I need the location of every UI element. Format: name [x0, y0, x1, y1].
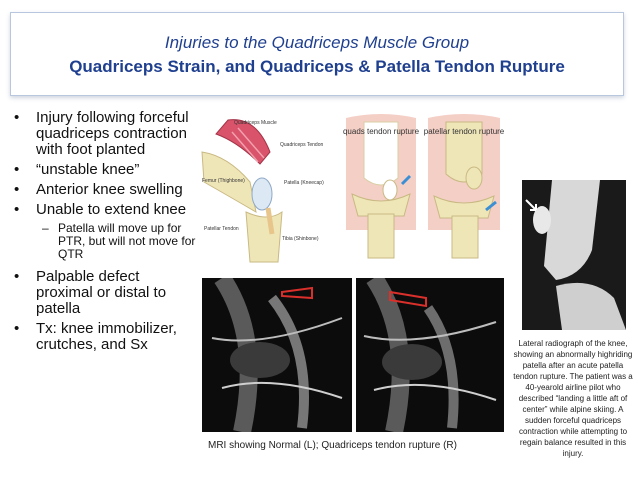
knee-radiograph-image	[522, 180, 626, 330]
sub-bullet-item: – Patella will move up for PTR, but will not move for QTR	[8, 222, 198, 261]
quads-tendon-rupture-illustration	[342, 112, 420, 262]
quads-rupture-label: quads tendon rupture	[342, 127, 420, 136]
patellar-tendon-rupture-illustration	[424, 112, 504, 262]
anatomy-label-patella: Patella (Kneecap)	[284, 180, 324, 186]
slide-title: Injuries to the Quadriceps Muscle Group	[164, 33, 470, 52]
anatomy-label-quad-tendon: Quadriceps Tendon	[280, 142, 324, 148]
anatomy-label-tibia: Tibia (Shinbone)	[282, 236, 319, 242]
mri-rupture-image	[356, 278, 504, 432]
slide-subtitle: Quadriceps Strain, and Quadriceps & Patella Tendon Rupture	[69, 57, 565, 76]
title-box	[10, 12, 624, 96]
bullet-item: • Anterior knee swelling	[8, 182, 198, 198]
radiograph-caption: Lateral radiograph of the knee, showing an abnormally highriding patella after an acute patella tendon rupture. The patient was a 40-yearold airline pilot who described “landing a little aft of center” while alpine skiing. A sudden forceful quadriceps contraction while attempting to regain balance resulted in this injury.	[513, 339, 633, 458]
mri-caption: MRI showing Normal (L); Quadriceps tendon rupture (R)	[208, 440, 457, 451]
bullet-item: • “unstable knee”	[8, 162, 198, 178]
bullet-item: • Unable to extend knee	[8, 202, 198, 218]
bullet-item: • Injury following forceful quadriceps contraction with foot planted	[8, 110, 198, 158]
patellar-rupture-label: patellar tendon rupture	[424, 127, 504, 136]
mri-normal-image	[202, 278, 352, 432]
knee-anatomy-illustration	[198, 112, 340, 264]
anatomy-label-patellar-tendon: Patellar Tendon	[204, 226, 239, 232]
bullet-item: • Palpable defect proximal or distal to patella	[8, 269, 198, 317]
bullet-item: • Tx: knee immobilizer, crutches, and Sx	[8, 321, 198, 353]
anatomy-label-femur: Femur (Thighbone)	[202, 178, 245, 184]
bullet-list	[8, 110, 198, 357]
anatomy-label-quad-muscle: Quadriceps Muscle	[234, 120, 277, 126]
